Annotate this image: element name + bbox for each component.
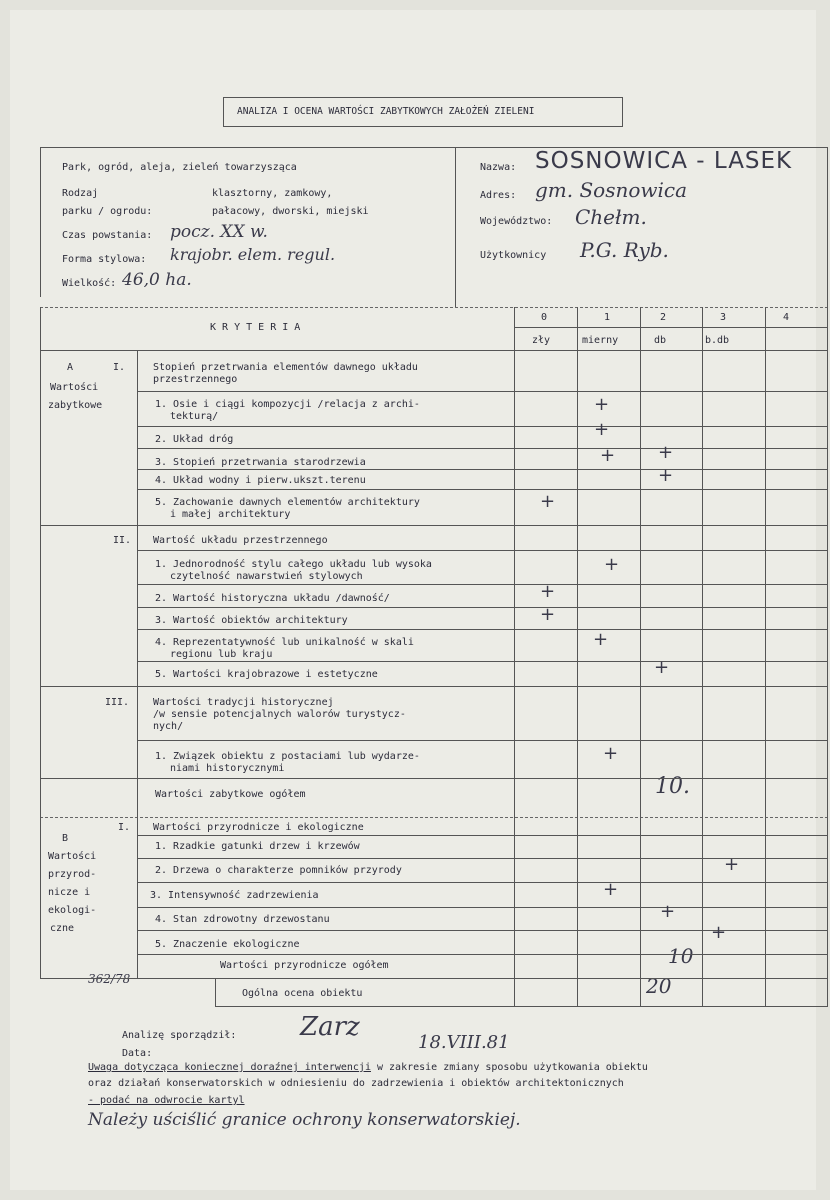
- row-line: [137, 607, 827, 608]
- row-line: [215, 1006, 828, 1007]
- a2-item-2: 2. Wartość historyczna układu /dawność/: [155, 593, 390, 604]
- uzytkownicy-label: Użytkownicy: [480, 250, 547, 261]
- a3-item-1-l2: niami historycznymi: [170, 763, 285, 774]
- adres-value: gm. Sosnowica: [535, 178, 688, 202]
- forma-value: krajobr. elem. regul.: [170, 245, 336, 264]
- wojewodztwo-label: Województwo:: [480, 216, 553, 227]
- group-a2-roman: II.: [113, 535, 132, 546]
- a2-item-1-l1: 1. Jednorodność stylu całego układu lub wysoka: [155, 559, 432, 570]
- score-3: 3: [720, 312, 727, 323]
- check-mark: +: [594, 419, 610, 440]
- row-line: [40, 778, 828, 779]
- note-line-1-rest: w zakresie zmiany sposobu użytkowania obiektu: [370, 1062, 648, 1073]
- section-b-name-3: nicze i: [48, 887, 91, 898]
- row-line: [137, 740, 827, 741]
- criteria-header-bottom-line: [40, 350, 828, 351]
- row-line: [40, 525, 828, 526]
- check-mark: +: [658, 442, 674, 463]
- overall-left-line: [215, 978, 216, 1006]
- uzytkownicy-value: P.G. Ryb.: [580, 238, 669, 262]
- group-a1-title-1: Stopień przetrwania elementów dawnego układu: [153, 362, 418, 373]
- section-b-roman: I.: [118, 822, 131, 833]
- score-label-mierny: mierny: [582, 335, 619, 346]
- section-a-total-value: 10.: [655, 774, 690, 799]
- section-b-name-4: ekologi-: [48, 905, 97, 916]
- score-col-line-1: [577, 307, 578, 1007]
- group-a3-title-2: /w sensie potencjalnych walorów turystycz-: [153, 709, 406, 720]
- row-line: [137, 629, 827, 630]
- section-b-total-label: Wartości przyrodnicze ogółem: [220, 960, 389, 971]
- section-b-letter: B: [62, 833, 69, 844]
- parku-label: parku / ogrodu:: [62, 206, 153, 217]
- forma-label: Forma stylowa:: [62, 254, 147, 265]
- note-emphasis: Uwaga dotycząca koniecznej doraźnej interwencji: [88, 1062, 371, 1073]
- check-mark: +: [600, 445, 616, 466]
- section-a-name-1: Wartości: [50, 382, 99, 393]
- b-item-4: 4. Stan zdrowotny drzewostanu: [155, 914, 330, 925]
- section-col-line: [137, 350, 138, 978]
- row-line: [137, 469, 827, 470]
- row-line: [137, 954, 827, 955]
- row-line: [137, 835, 827, 836]
- section-b-top-line: [40, 817, 828, 818]
- row-line: [40, 686, 828, 687]
- signature: Zarz: [300, 1012, 360, 1042]
- document-title: ANALIZA I OCENA WARTOŚCI ZABYTKOWYCH ZAŁOŻEŃ ZIELENI: [237, 106, 535, 117]
- a1-item-5-l2: i małej architektury: [170, 509, 291, 520]
- check-mark: +: [540, 604, 556, 625]
- row-line: [137, 426, 827, 427]
- rodzaj-options-1: klasztorny, zamkowy,: [212, 188, 333, 199]
- row-line: [137, 584, 827, 585]
- score-label-zly: zły: [532, 335, 551, 346]
- check-mark: +: [594, 394, 610, 415]
- b-item-1: 1. Rzadkie gatunki drzew i krzewów: [155, 841, 360, 852]
- section-b-total-value: 10: [668, 944, 694, 968]
- note-line-2: oraz działań konserwatorskich w odniesieniu do zadrzewienia i obiektów architektonicznych: [88, 1078, 624, 1089]
- section-b-title: Wartości przyrodnicze i ekologiczne: [153, 822, 364, 833]
- score-2: 2: [660, 312, 667, 323]
- b-item-5: 5. Znaczenie ekologiczne: [155, 939, 300, 950]
- score-0: 0: [541, 312, 548, 323]
- row-line: [137, 489, 827, 490]
- check-mark: +: [540, 581, 556, 602]
- row-line: [137, 661, 827, 662]
- check-mark: +: [660, 901, 676, 922]
- group-a1-title-2: przestrzennego: [153, 374, 238, 385]
- criteria-col-line: [514, 307, 515, 1007]
- header-left-line: [40, 147, 41, 297]
- wielkosc-value: 46,0 ha.: [122, 270, 192, 290]
- a1-item-1-l1: 1. Osie i ciągi kompozycji /relacja z archi-: [155, 399, 420, 410]
- score-header-mid-line: [514, 327, 827, 328]
- nazwa-value: SOSNOWICA - LASEK: [535, 148, 793, 174]
- section-b-name-1: Wartości: [48, 851, 97, 862]
- score-col-line-3: [702, 307, 703, 1007]
- a2-item-1-l2: czytelność nawarstwień stylowych: [170, 571, 363, 582]
- score-label-db: db: [654, 335, 667, 346]
- handwritten-note: Należy uściślić granice ochrony konserwatorskiej.: [88, 1110, 521, 1130]
- group-a3-title-3: nych/: [153, 721, 184, 732]
- score-col-line-4: [765, 307, 766, 1007]
- wojewodztwo-value: Chełm.: [575, 205, 647, 229]
- section-a-name-2: zabytkowe: [48, 400, 103, 411]
- wielkosc-label: Wielkość:: [62, 278, 117, 289]
- a1-item-3: 3. Stopień przetrwania starodrzewia: [155, 457, 366, 468]
- prepared-by-label: Analizę sporządził:: [122, 1030, 237, 1041]
- check-mark: +: [711, 922, 727, 943]
- overall-value: 20: [646, 974, 672, 998]
- group-a3-roman: III.: [105, 697, 130, 708]
- a1-item-2: 2. Układ dróg: [155, 434, 234, 445]
- check-mark: +: [603, 743, 619, 764]
- document-page: [10, 10, 816, 1190]
- header-mid-line: [455, 147, 456, 307]
- check-mark: +: [540, 491, 556, 512]
- row-line: [40, 978, 828, 979]
- section-a-total-label: Wartości zabytkowe ogółem: [155, 789, 306, 800]
- group-a2-title-1: Wartość układu przestrzennego: [153, 535, 328, 546]
- score-col-line-2: [640, 307, 641, 1007]
- date-label: Data:: [122, 1048, 153, 1059]
- adres-label: Adres:: [480, 190, 517, 201]
- check-mark: +: [593, 629, 609, 650]
- a1-item-1-l2: tekturą/: [170, 411, 219, 422]
- rodzaj-options-2: pałacowy, dworski, miejski: [212, 206, 369, 217]
- overall-label: Ogólna ocena obiektu: [242, 988, 363, 999]
- header-right-line: [827, 147, 828, 307]
- group-a3-title-1: Wartości tradycji historycznej: [153, 697, 334, 708]
- a2-item-3: 3. Wartość obiektów architektury: [155, 615, 348, 626]
- nazwa-label: Nazwa:: [480, 162, 517, 173]
- check-mark: +: [654, 657, 670, 678]
- czas-value: pocz. XX w.: [170, 222, 268, 242]
- criteria-label: K R Y T E R I A: [210, 322, 301, 333]
- a3-item-1-l1: 1. Związek obiektu z postaciami lub wydarze-: [155, 751, 420, 762]
- section-a-letter: A: [67, 362, 74, 373]
- a2-item-4-l2: regionu lub kraju: [170, 649, 273, 660]
- section-b-name-2: przyrod-: [48, 869, 97, 880]
- row-line: [137, 550, 827, 551]
- date-value: 18.VIII.81: [418, 1032, 510, 1053]
- rodzaj-label: Rodzaj: [62, 188, 99, 199]
- a2-item-4-l1: 4. Reprezentatywność lub unikalność w skali: [155, 637, 414, 648]
- check-mark: +: [724, 854, 740, 875]
- section-b-name-5: czne: [50, 923, 75, 934]
- row-line: [137, 391, 827, 392]
- archive-number: 362/78: [88, 972, 131, 986]
- park-type-line: Park, ogród, aleja, zieleń towarzysząca: [62, 162, 297, 173]
- row-line: [137, 448, 827, 449]
- note-line-1: [88, 1062, 648, 1074]
- a1-item-4: 4. Układ wodny i pierw.ukszt.terenu: [155, 475, 366, 486]
- table-right-line: [827, 307, 828, 1007]
- score-1: 1: [604, 312, 611, 323]
- group-a1-roman: I.: [113, 362, 126, 373]
- row-line: [137, 907, 827, 908]
- czas-label: Czas powstania:: [62, 230, 153, 241]
- b-item-3: 3. Intensywność zadrzewienia: [150, 890, 319, 901]
- check-mark: +: [658, 465, 674, 486]
- row-line: [137, 882, 827, 883]
- note-line-3: - podać na odwrocie kartyl: [88, 1095, 245, 1106]
- score-label-bdb: b.db: [705, 335, 730, 346]
- score-4: 4: [783, 312, 790, 323]
- check-mark: +: [604, 554, 620, 575]
- a1-item-5-l1: 5. Zachowanie dawnych elementów architektury: [155, 497, 420, 508]
- criteria-top-line: [40, 307, 828, 308]
- a2-item-5: 5. Wartości krajobrazowe i estetyczne: [155, 669, 378, 680]
- table-left-line: [40, 307, 41, 979]
- check-mark: +: [603, 879, 619, 900]
- b-item-2: 2. Drzewa o charakterze pomników przyrody: [155, 865, 402, 876]
